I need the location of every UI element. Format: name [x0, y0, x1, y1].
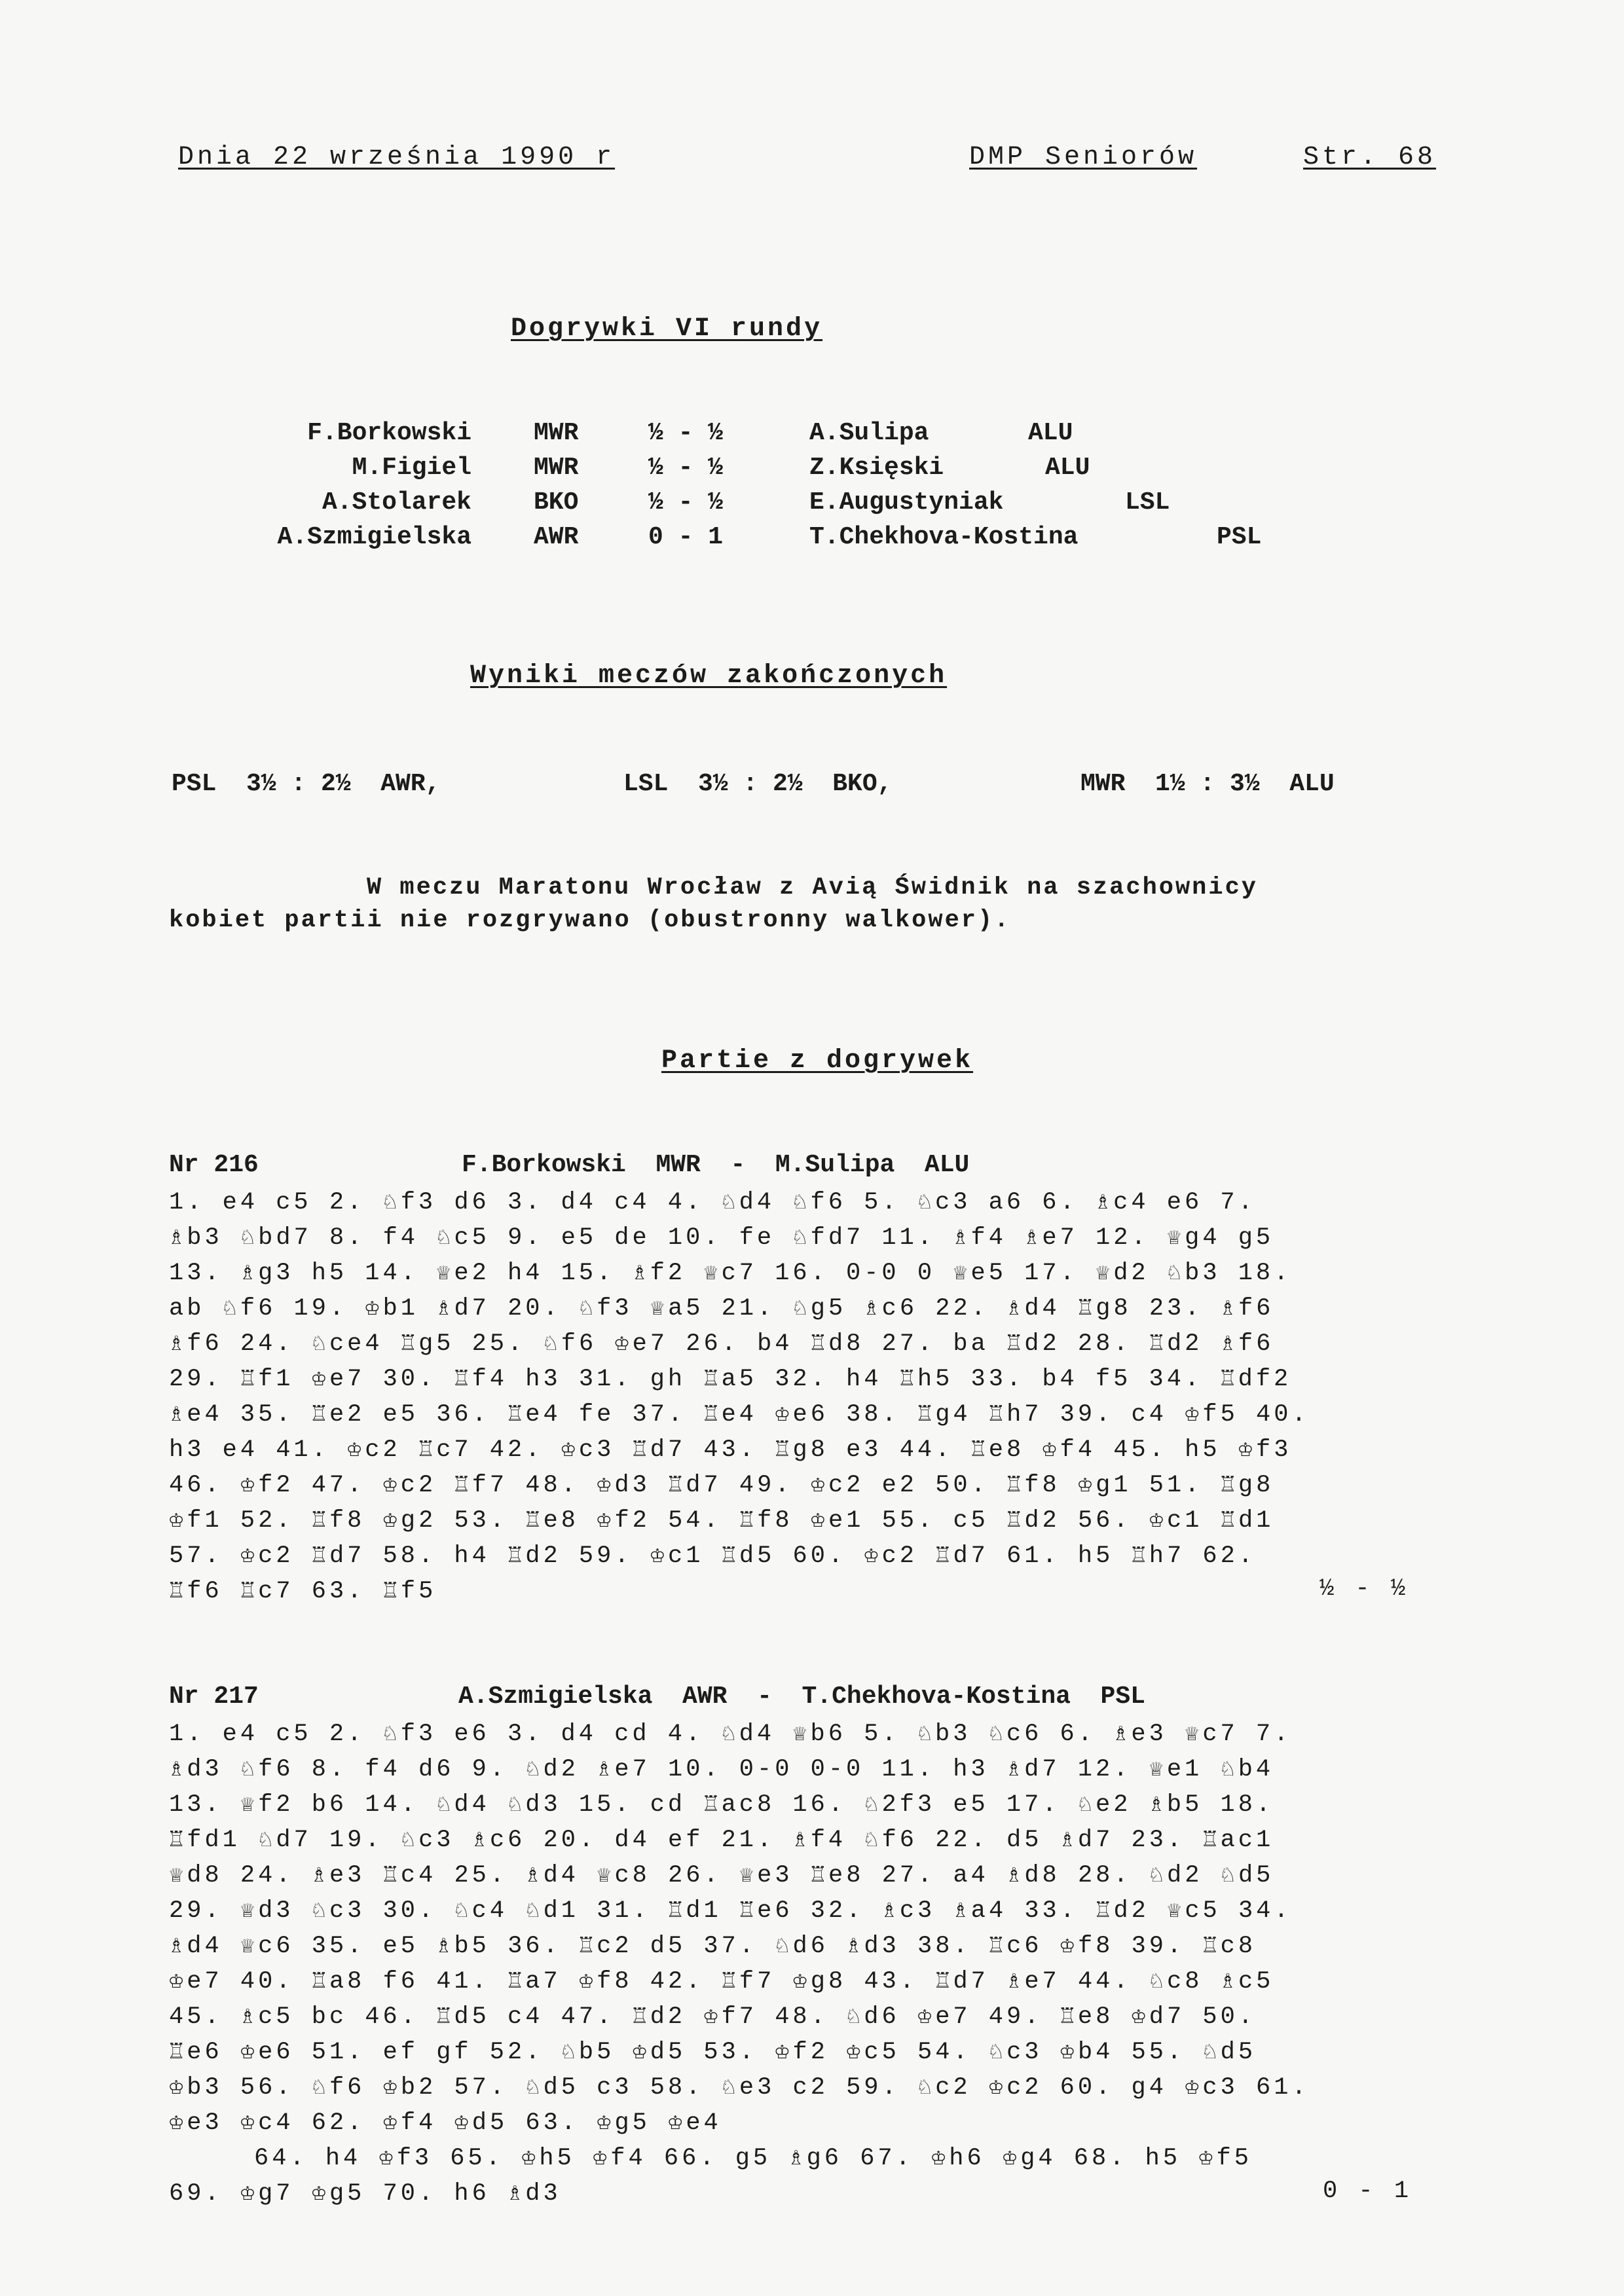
team1: BKO	[534, 488, 579, 517]
move-line: ♖fd1 ♘d7 19. ♘c3 ♗c6 20. d4 ef 21. ♗f4 ♘f6 22. d5 ♗d7 23. ♖ac1	[169, 1827, 1274, 1854]
player2: E.Augustyniak	[809, 488, 1004, 517]
move-line: ♔b3 56. ♘f6 ♔b2 57. ♘d5 c3 58. ♘e3 c2 59. ♘c2 ♔c2 60. g4 ♔c3 61.	[169, 2074, 1310, 2102]
move-line: ♗d4 ♕c6 35. e5 ♗b5 36. ♖c2 d5 37. ♘d6 ♗d3 38. ♖c6 ♔f8 39. ♖c8	[169, 1933, 1257, 1960]
move-line: 29. ♕d3 ♘c3 30. ♘c4 ♘d1 31. ♖d1 ♖e6 32. ♗c3 ♗a4 33. ♖d2 ♕c5 34.	[169, 1897, 1292, 1925]
header-event: DMP Seniorów	[969, 143, 1198, 172]
game-result: ½ - ½	[648, 419, 724, 447]
player1: M.Figiel	[352, 454, 471, 482]
move-line: 64. h4 ♔f3 65. ♔h5 ♔f4 66. g5 ♗g6 67. ♔h6 ♔g4 68. h5 ♔f5	[254, 2145, 1252, 2172]
player1: A.Szmigielska	[277, 523, 471, 551]
header-page-number: Str. 68	[1303, 143, 1437, 172]
note-line-2: kobiet partii nie rozgrywano (obustronny walkower).	[169, 907, 1011, 934]
move-line: ♔f1 52. ♖f8 ♔g2 53. ♖e8 ♔f2 54. ♖f8 ♔e1 55. c5 ♖d2 56. ♔c1 ♖d1	[169, 1507, 1274, 1535]
move-line: 69. ♔g7 ♔g5 70. h6 ♗d3	[169, 2180, 561, 2208]
match-result: MWR 1½ : 3½ ALU	[1080, 770, 1335, 798]
team2: LSL	[1125, 488, 1170, 517]
game-number: Nr 216	[169, 1151, 259, 1179]
move-line: 13. ♕f2 b6 14. ♘d4 ♘d3 15. cd ♖ac8 16. ♘2f3 e5 17. ♘e2 ♗b5 18.	[169, 1791, 1274, 1819]
team1: MWR	[534, 419, 579, 447]
header-date: Dnia 22 września 1990 r	[178, 143, 616, 172]
game-result: ½ - ½	[648, 454, 724, 482]
team2: ALU	[1045, 454, 1090, 482]
team2: PSL	[1217, 523, 1262, 551]
team1: MWR	[534, 454, 579, 482]
move-line: ♔e7 40. ♖a8 f6 41. ♖a7 ♔f8 42. ♖f7 ♔g8 43. ♖d7 ♗e7 44. ♘c8 ♗c5	[169, 1968, 1274, 1995]
move-line: 46. ♔f2 47. ♔c2 ♖f7 48. ♔d3 ♖d7 49. ♔c2 e2 50. ♖f8 ♔g1 51. ♖g8	[169, 1472, 1274, 1499]
move-line: 1. e4 c5 2. ♘f3 d6 3. d4 c4 4. ♘d4 ♘f6 5. ♘c3 a6 6. ♗c4 e6 7.	[169, 1189, 1256, 1216]
player1: A.Stolarek	[322, 488, 471, 517]
game-result: 0 - 1	[1323, 2178, 1412, 2205]
player2: Z.Księski	[809, 454, 944, 482]
game-result: ½ - ½	[648, 488, 724, 517]
match-result: LSL 3½ : 2½ BKO,	[623, 770, 893, 798]
team1: AWR	[534, 523, 579, 551]
game-players: A.Szmigielska AWR - T.Chekhova-Kostina PSL	[458, 1683, 1145, 1711]
game-players: F.Borkowski MWR - M.Sulipa ALU	[462, 1151, 970, 1179]
game-result: 0 - 1	[648, 523, 724, 551]
move-line: ♗d3 ♘f6 8. f4 d6 9. ♘d2 ♗e7 10. 0-0 0-0 11. h3 ♗d7 12. ♕e1 ♘b4	[169, 1756, 1274, 1783]
move-line: ab ♘f6 19. ♔b1 ♗d7 20. ♘f3 ♕a5 21. ♘g5 ♗c6 22. ♗d4 ♖g8 23. ♗f6	[169, 1295, 1274, 1322]
player2: A.Sulipa	[809, 419, 929, 447]
move-line: 29. ♖f1 ♔e7 30. ♖f4 h3 31. gh ♖a5 32. h4 ♖h5 33. b4 f5 34. ♖df2	[169, 1366, 1292, 1393]
move-line: ♗f6 24. ♘ce4 ♖g5 25. ♘f6 ♔e7 26. b4 ♖d8 27. ba ♖d2 28. ♖d2 ♗f6	[169, 1330, 1274, 1358]
move-line: ♗b3 ♘bd7 8. f4 ♘c5 9. e5 de 10. fe ♘fd7 11. ♗f4 ♗e7 12. ♕g4 g5	[169, 1224, 1274, 1252]
wyniki-title: Wyniki meczów zakończonych	[470, 661, 948, 691]
move-line: 45. ♗c5 bc 46. ♖d5 c4 47. ♖d2 ♔f7 48. ♘d6 ♔e7 49. ♖e8 ♔d7 50.	[169, 2003, 1256, 2031]
partie-title: Partie z dogrywek	[661, 1046, 974, 1076]
move-line: 13. ♗g3 h5 14. ♕e2 h4 15. ♗f2 ♕c7 16. 0-0 0 ♕e5 17. ♕d2 ♘b3 18.	[169, 1260, 1292, 1287]
team2: ALU	[1028, 419, 1073, 447]
game-result: ½ - ½	[1320, 1575, 1409, 1603]
move-line: ♕d8 24. ♗e3 ♖c4 25. ♗d4 ♕c8 26. ♕e3 ♖e8 27. a4 ♗d8 28. ♘d2 ♘d5	[169, 1862, 1274, 1889]
player2: T.Chekhova-Kostina	[809, 523, 1079, 551]
dogrywki-title: Dogrywki VI rundy	[511, 314, 823, 344]
move-line: 57. ♔c2 ♖d7 58. h4 ♖d2 59. ♔c1 ♖d5 60. ♔c2 ♖d7 61. h5 ♖h7 62.	[169, 1542, 1256, 1570]
move-line: ♖f6 ♖c7 63. ♖f5	[169, 1578, 437, 1605]
note-line-1: W meczu Maratonu Wrocław z Avią Świdnik na szachownicy	[367, 874, 1258, 902]
move-line: 1. e4 c5 2. ♘f3 e6 3. d4 cd 4. ♘d4 ♕b6 5. ♘b3 ♘c6 6. ♗e3 ♕c7 7.	[169, 1721, 1292, 1748]
player1: F.Borkowski	[307, 419, 471, 447]
move-line: ♔e3 ♔c4 62. ♔f4 ♔d5 63. ♔g5 ♔e4	[169, 2109, 722, 2137]
game-number: Nr 217	[169, 1683, 259, 1711]
move-line: ♗e4 35. ♖e2 e5 36. ♖e4 fe 37. ♖e4 ♔e6 38. ♖g4 ♖h7 39. c4 ♔f5 40.	[169, 1401, 1310, 1429]
move-line: ♖e6 ♔e6 51. ef gf 52. ♘b5 ♔d5 53. ♔f2 ♔c5 54. ♘c3 ♔b4 55. ♘d5	[169, 2039, 1257, 2066]
move-line: h3 e4 41. ♔c2 ♖c7 42. ♔c3 ♖d7 43. ♖g8 e3 44. ♖e8 ♔f4 45. h5 ♔f3	[169, 1436, 1292, 1464]
match-result: PSL 3½ : 2½ AWR,	[172, 770, 441, 798]
